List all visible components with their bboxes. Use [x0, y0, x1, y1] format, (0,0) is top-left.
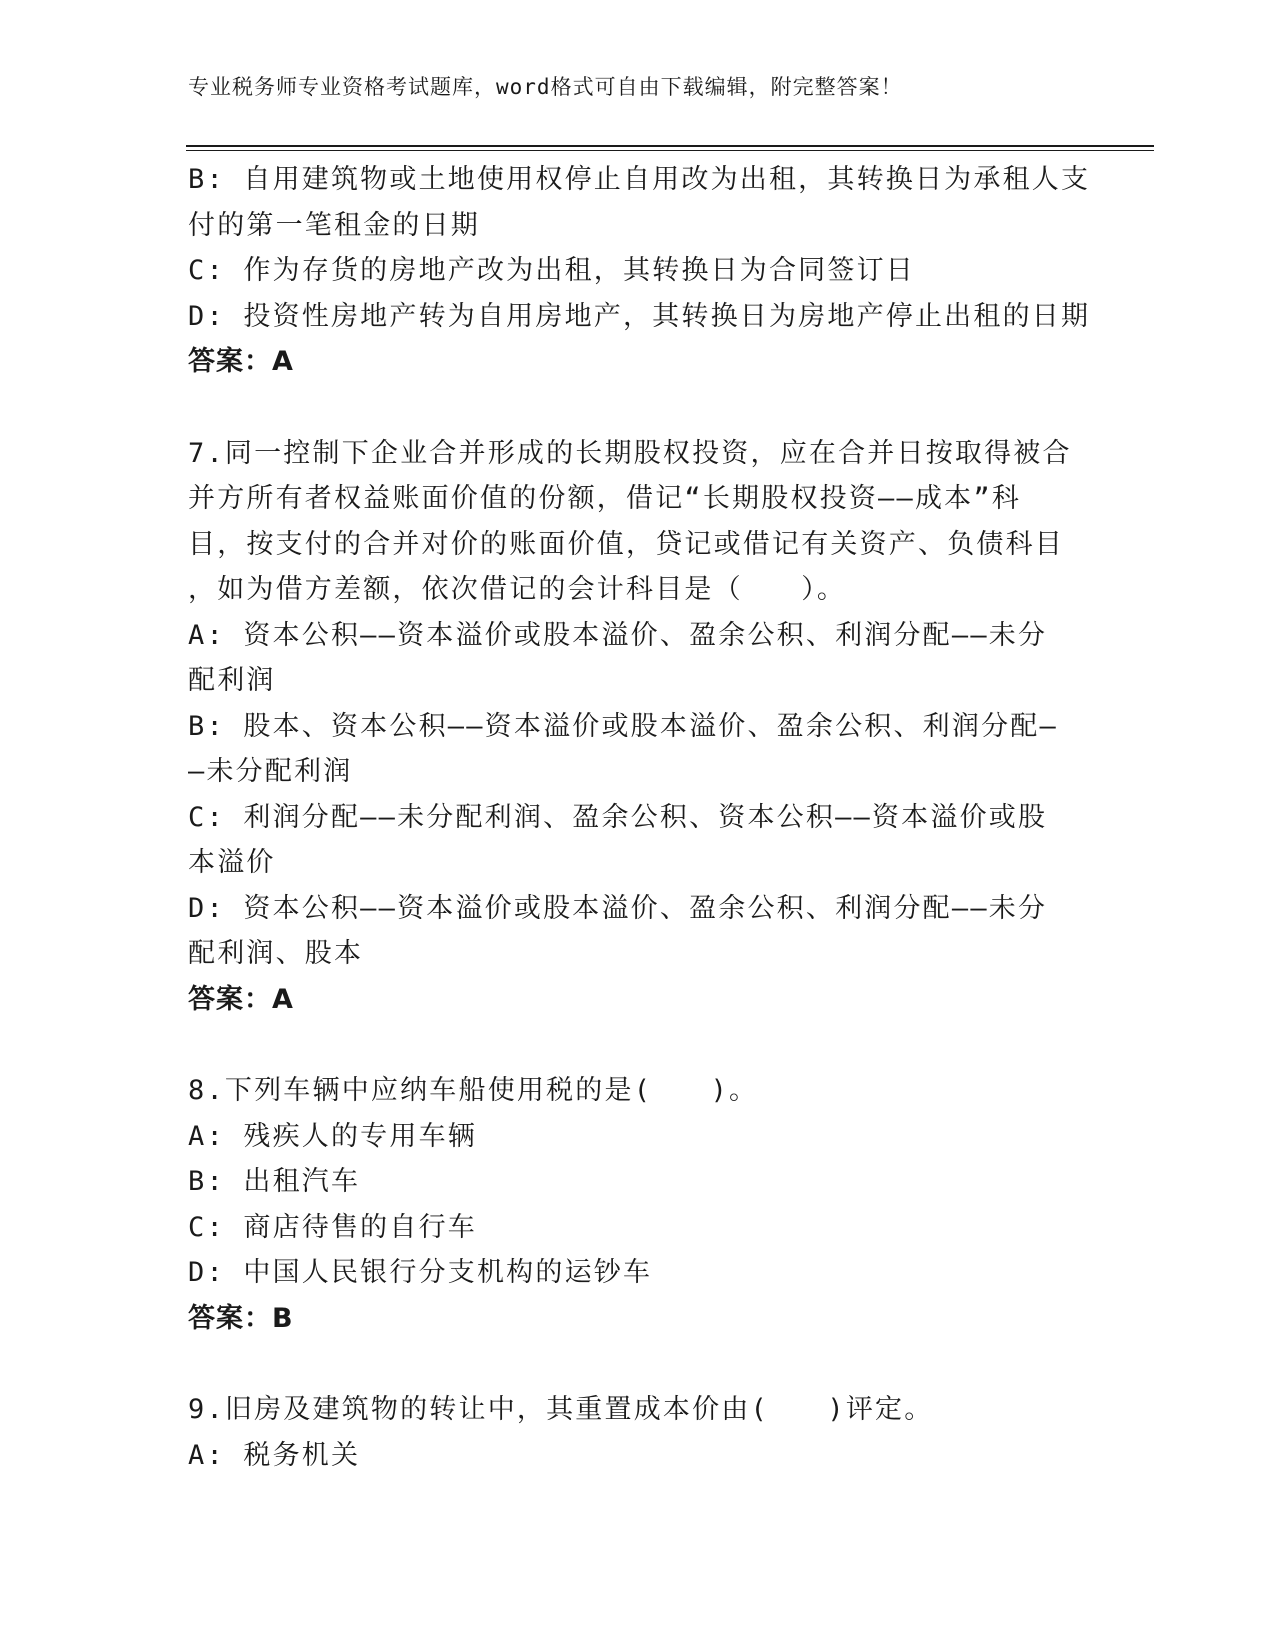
page-header: 专业税务师专业资格考试题库，word格式可自由下载编辑，附完整答案！ — [188, 75, 903, 99]
q7-stem-line3: 目，按支付的合并对价的账面价值，贷记或借记有关资产、负债科目 — [188, 528, 1064, 560]
q6-option-d: D: 投资性房地产转为自用房地产，其转换日为房地产停止出租的日期 — [188, 300, 1091, 332]
spacer — [188, 1022, 1088, 1068]
q8-stem: 8.下列车辆中应纳车船使用税的是( )。 — [188, 1075, 759, 1106]
q7-option-a-line2: 配利润 — [188, 665, 276, 696]
q7-answer: 答案：A — [188, 983, 294, 1015]
q9-option-a: A: 税务机关 — [188, 1439, 361, 1471]
q7-option-b-line2: —未分配利润 — [188, 756, 353, 787]
q7-stem-line1: 7.同一控制下企业合并形成的长期股权投资，应在合并日按取得被合 — [188, 437, 1072, 469]
q6-option-c: C: 作为存货的房地产改为出租，其转换日为合同签订日 — [188, 255, 915, 286]
q7-stem-line2: 并方所有者权益账面价值的份额，借记“长期股权投资——成本”科 — [188, 483, 1022, 514]
q9-stem: 9.旧房及建筑物的转让中，其重置成本价由( )评定。 — [188, 1394, 934, 1425]
q8-option-c: C: 商店待售的自行车 — [188, 1211, 477, 1243]
q7-option-d-line2: 配利润、股本 — [188, 938, 364, 969]
q7-option-a-line1: A: 资本公积——资本溢价或股本溢价、盈余公积、利润分配——未分 — [188, 619, 1048, 651]
q8-option-d: D: 中国人民银行分支机构的运钞车 — [188, 1257, 653, 1288]
q8-option-a: A: 残疾人的专用车辆 — [188, 1120, 477, 1152]
spacer — [188, 385, 1088, 431]
q7-option-c-line2: 本溢价 — [188, 847, 276, 878]
question-content — [188, 157, 1091, 1478]
q7-option-b-line1: B: 股本、资本公积——资本溢价或股本溢价、盈余公积、利润分配— — [188, 710, 1058, 742]
spacer — [188, 1341, 1088, 1387]
q8-answer: 答案：B — [188, 1302, 294, 1334]
q7-option-d-line1: D: 资本公积——资本溢价或股本溢价、盈余公积、利润分配——未分 — [188, 892, 1048, 924]
q6-option-b-line1: B: 自用建筑物或土地使用权停止自用改为出租，其转换日为承租人支 — [188, 164, 1091, 195]
header-divider — [186, 145, 1154, 151]
q7-stem-line4: ，如为借方差额，依次借记的会计科目是（ ）。 — [188, 574, 847, 605]
q7-option-c-line1: C: 利润分配——未分配利润、盈余公积、资本公积——资本溢价或股 — [188, 801, 1048, 833]
q8-option-b: B: 出租汽车 — [188, 1166, 361, 1197]
q6-answer: 答案：A — [188, 346, 294, 377]
q6-option-b-line2: 付的第一笔租金的日期 — [188, 209, 480, 241]
